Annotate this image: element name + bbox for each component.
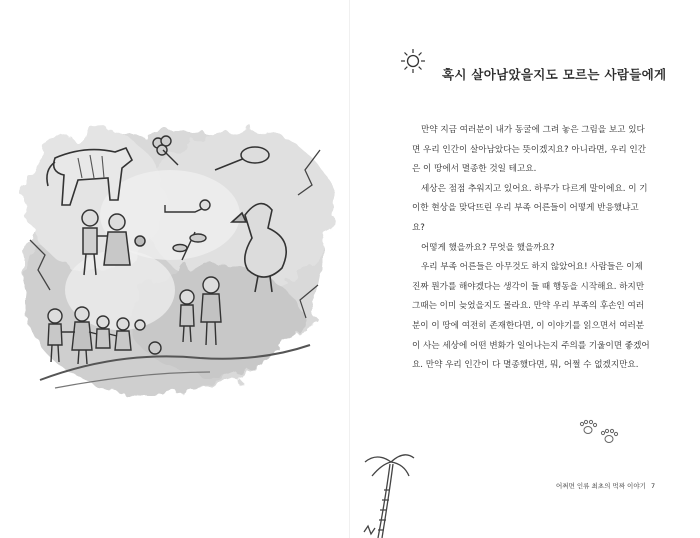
palm-tree-icon [362, 450, 417, 538]
paw-prints-icon [576, 418, 626, 448]
chapter-title: 혹시 살아남았을지도 모르는 사람들에게 [442, 67, 667, 82]
paragraph: 세상은 점점 추워지고 있어요. 하루가 다르게 말이에요. 이 기이한 현상을 맞닥뜨린 우리 부족 어른들이 어떻게 반응했냐고요? [412, 183, 648, 233]
paragraph: 우리 부족 어른들은 아무것도 하지 않았어요! 사람들은 이제 진짜 뭔가를 해야겠다는 생각이 들 때 행동을 시작해요. 하지만 그때는 이미 늦었을지도 몰라요. 만약 우리 부족의 후손인 여러분이 이 땅에 여전히 존재한다면, 이 이야기를 읽으면서 여러분이 사는 세상에 어떤 변화가 일어나는지 주의를 기울이면 좋겠어요. 만약 우리 인간이 다 멸종했다면, 뭐, 어쩔 수 없겠지만요. [412, 262, 650, 371]
running-head: 어쩌면 인류 최초의 먹짜 이야기 [556, 482, 646, 490]
body-text [412, 121, 650, 376]
paragraph: 어떻게 했을까요? 무엇을 했을까요? [421, 242, 555, 253]
page-footer [556, 481, 655, 490]
page-number: 7 [650, 482, 656, 490]
sun-icon [400, 48, 426, 74]
paragraph: 만약 지금 여러분이 내가 동굴에 그려 놓은 그림을 보고 있다면 우리 인간이 살아남았다는 뜻이겠지요? 아니라면, 우리 인간은 이 땅에서 멸종한 것일 테고요. [412, 125, 646, 175]
